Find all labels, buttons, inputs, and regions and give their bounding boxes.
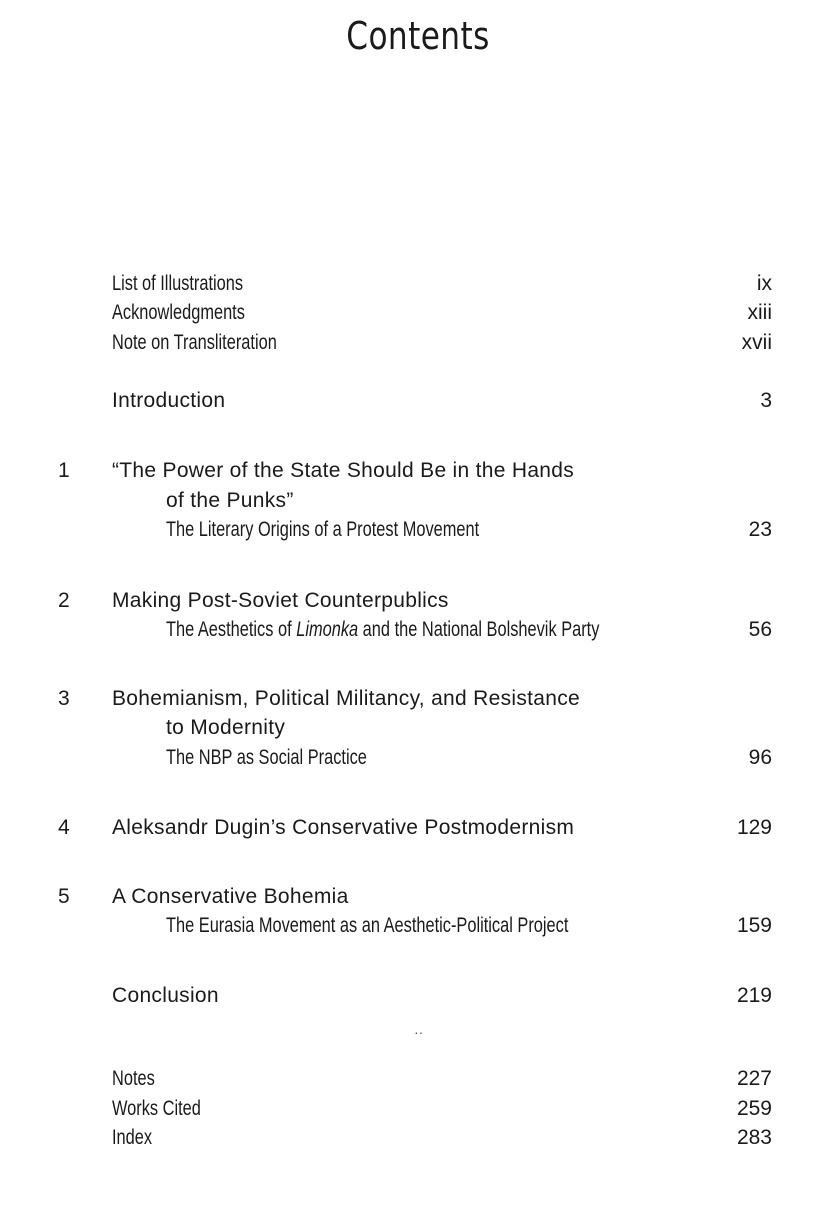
toc-page-index: 283 <box>736 1126 772 1149</box>
chapter-title-1[interactable]: “The Power of the State Should Be in the Hands <box>112 459 575 482</box>
toc-entry-works-cited[interactable]: Works Cited <box>112 1097 201 1120</box>
toc-page-introduction: 3 <box>760 389 772 412</box>
chapter-title-1-continued[interactable]: of the Punks” <box>166 489 294 512</box>
toc-page-notes: 227 <box>736 1067 772 1090</box>
subtitle-italic-title: Limonka <box>296 618 359 641</box>
subtitle-suffix: and the National Bolshevik Party <box>358 618 600 641</box>
chapter-title-2[interactable]: Making Post-Soviet Counterpublics <box>112 589 449 612</box>
chapter-subtitle-2 <box>166 618 599 642</box>
toc-entry-introduction[interactable]: Introduction <box>112 389 226 412</box>
chapter-number-4: 4 <box>58 816 70 839</box>
toc-entry-index[interactable]: Index <box>112 1126 153 1149</box>
chapter-title-5[interactable]: A Conservative Bohemia <box>112 885 349 908</box>
toc-page-acknowledgments: xiii <box>747 301 772 324</box>
chapter-subtitle-1: The Literary Origins of a Protest Movement <box>166 518 480 541</box>
toc-entry-conclusion[interactable]: Conclusion <box>112 984 219 1007</box>
chapter-page-4: 129 <box>736 816 772 839</box>
chapter-page-1: 23 <box>748 518 772 541</box>
chapter-number-1: 1 <box>58 459 70 482</box>
chapter-page-5: 159 <box>736 914 772 937</box>
toc-entry-list-of-illustrations[interactable]: List of Illustrations <box>112 272 244 295</box>
section-separator: ·· <box>414 1024 424 1040</box>
chapter-title-4[interactable]: Aleksandr Dugin’s Conservative Postmodernism <box>112 816 575 839</box>
toc-entry-note-on-transliteration[interactable]: Note on Transliteration <box>112 331 277 354</box>
chapter-title-3[interactable]: Bohemianism, Political Militancy, and Resistance <box>112 687 581 710</box>
subtitle-prefix: The Aesthetics of <box>166 618 297 641</box>
chapter-number-2: 2 <box>58 589 70 612</box>
toc-page-works-cited: 259 <box>736 1097 772 1120</box>
chapter-number-3: 3 <box>58 687 70 710</box>
chapter-number-5: 5 <box>58 885 70 908</box>
chapter-subtitle-5: The Eurasia Movement as an Aesthetic-Political Project <box>166 914 569 937</box>
toc-page-note-on-transliteration: xvii <box>741 331 772 354</box>
toc-page-conclusion: 219 <box>736 984 772 1007</box>
chapter-subtitle-3: The NBP as Social Practice <box>166 746 367 769</box>
toc-entry-acknowledgments[interactable]: Acknowledgments <box>112 301 245 324</box>
toc-entry-notes[interactable]: Notes <box>112 1067 155 1090</box>
toc-page-list-of-illustrations: ix <box>756 272 772 295</box>
chapter-page-3: 96 <box>748 746 772 769</box>
chapter-page-2: 56 <box>748 618 772 641</box>
chapter-title-3-continued[interactable]: to Modernity <box>166 716 286 739</box>
page-title: Contents <box>346 14 490 58</box>
